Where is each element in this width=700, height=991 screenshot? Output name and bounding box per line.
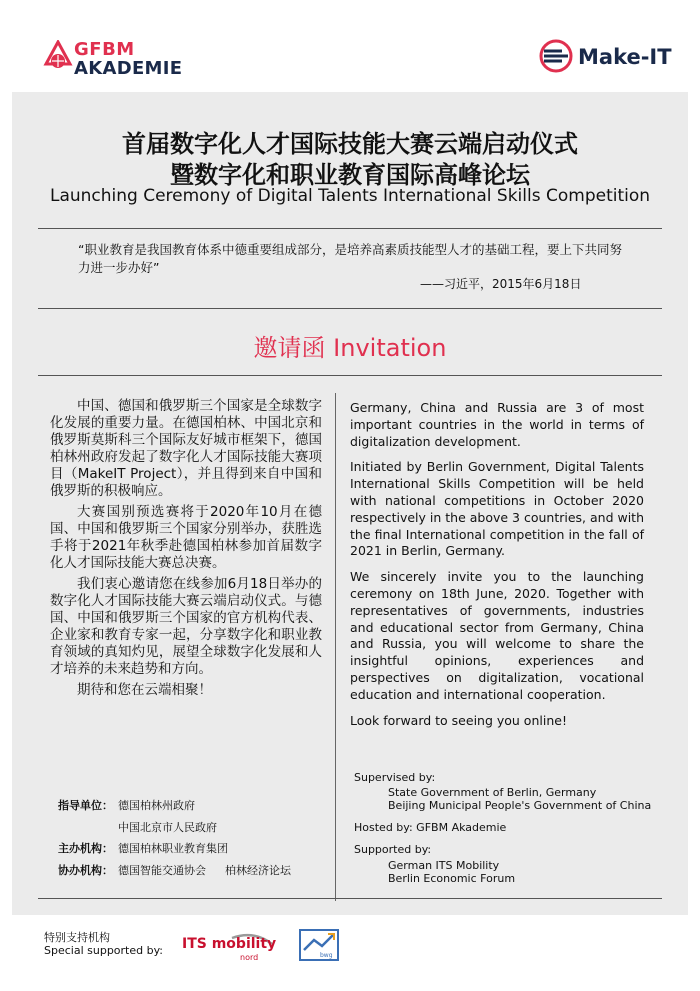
en-column xyxy=(350,400,644,738)
special-support-cn: 特别支持机构 xyxy=(44,931,110,944)
en-paragraph-1: Germany, China and Russia are 3 of most important countries in the world in terms of digitalization development. xyxy=(350,400,644,449)
bwg-emblem-icon xyxy=(298,928,340,962)
divider-invitation xyxy=(38,375,662,376)
invitation-title: 邀请函 Invitation xyxy=(253,334,447,362)
cn-column xyxy=(50,398,322,703)
en-paragraph-4: Look forward to seeing you online! xyxy=(350,712,567,728)
title-cn-line2: 暨数字化和职业教育国际高峰论坛 xyxy=(170,161,530,189)
title-cn-line1: 首届数字化人才国际技能大赛云端启动仪式 xyxy=(122,130,578,158)
en-supported-1: German ITS Mobility xyxy=(388,859,500,872)
its-mobility-logo xyxy=(182,930,277,964)
cn-co-1: 德国智能交通协会 xyxy=(118,864,206,877)
en-supported-label: Supported by: xyxy=(354,843,432,856)
its-logo-sub: nord xyxy=(240,953,259,962)
divider-bottom xyxy=(38,898,662,899)
cn-paragraph-1: 中国、德国和俄罗斯三个国家是全球数字化发展的重要力量。在德国柏林、中国北京和俄罗斯莫斯科三个国际友好城市框架下，德国柏林州政府发起了数字化人才国际技能大赛项目（MakeIT Project），并且得到来自中国和俄罗斯的积极响应。 xyxy=(50,398,322,499)
en-supervised-label: Supervised by: xyxy=(354,771,436,784)
cn-guide-2: 中国北京市人民政府 xyxy=(118,821,217,834)
cn-paragraph-4: 期待和您在云端相聚！ xyxy=(77,682,212,698)
bwg-logo xyxy=(298,928,340,962)
special-support-en: Special supported by: xyxy=(44,944,164,957)
en-paragraph-3: We sincerely invite you to the launching ceremony on 18th June, 2020. Together with representatives of governments, industries and educational sector from Germany, China and Russia, you will welcome to share the insightful opinions, experiences and perspectives on digitalization, vocational education and international cooperation. xyxy=(350,569,644,702)
column-divider xyxy=(335,393,336,901)
en-supervised-1: State Government of Berlin, Germany xyxy=(388,786,597,799)
gfbm-logo-line2: AKADEMIE xyxy=(74,58,183,79)
cn-co-label: 协办机构： xyxy=(58,864,113,877)
en-supervised-2: Beijing Municipal People's Government of China xyxy=(388,799,652,812)
divider-quote xyxy=(38,308,662,309)
cn-host: 德国柏林职业教育集团 xyxy=(118,842,228,855)
its-logo-text: ITS mobility xyxy=(182,936,277,952)
gfbm-logo-line1: GFBM xyxy=(74,39,135,60)
quote-text: “职业教育是我国教育体系中德重要组成部分，是培养高素质技能型人才的基础工程，要上下共同努力进一步办好” xyxy=(78,242,622,275)
bwg-logo-text: bwg xyxy=(320,952,333,959)
cn-co-2: 柏林经济论坛 xyxy=(225,864,291,877)
title-en: Launching Ceremony of Digital Talents International Skills Competition xyxy=(49,186,651,206)
gfbm-logo-icon xyxy=(42,40,74,76)
quote-author: ——习近平，2015年6月18日 xyxy=(420,277,582,291)
special-support-label xyxy=(44,931,163,957)
en-hosted: Hosted by: GFBM Akademie xyxy=(354,821,507,834)
makeit-logo-icon xyxy=(538,38,574,74)
cn-paragraph-2: 大赛国别预选赛将于2020年10月在德国、中国和俄罗斯三个国家分别举办，获胜选手将于2021年秋季赴德国柏林参加首届数字化人才国际技能大赛总决赛。 xyxy=(50,504,322,571)
en-paragraph-2: Initiated by Berlin Government, Digital Talents International Skills Competition will be held with national competitions in October 2020 respectively in the above 3 countries, and with the final International competition in the fall of 2021 in Berlin, Germany. xyxy=(350,459,644,559)
cn-guide-1: 德国柏林州政府 xyxy=(118,799,195,812)
gfbm-logo-text xyxy=(74,40,182,78)
cn-guide-label: 指导单位： xyxy=(58,799,113,812)
cn-paragraph-3: 我们衷心邀请您在线参加6月18日举办的数字化人才国际技能大赛云端启动仪式。与德国、中国和俄罗斯三个国家的官方机构代表、企业家和教育专家一起，分享数字化和职业教育领域的真知灼见，展望全球数字化发展和人才培养的未来趋势和方向。 xyxy=(50,576,322,677)
en-supported-2: Berlin Economic Forum xyxy=(388,872,516,885)
divider-top xyxy=(38,228,662,229)
cn-host-label: 主办机构： xyxy=(58,842,113,855)
makeit-logo-text: Make-IT xyxy=(578,45,672,69)
